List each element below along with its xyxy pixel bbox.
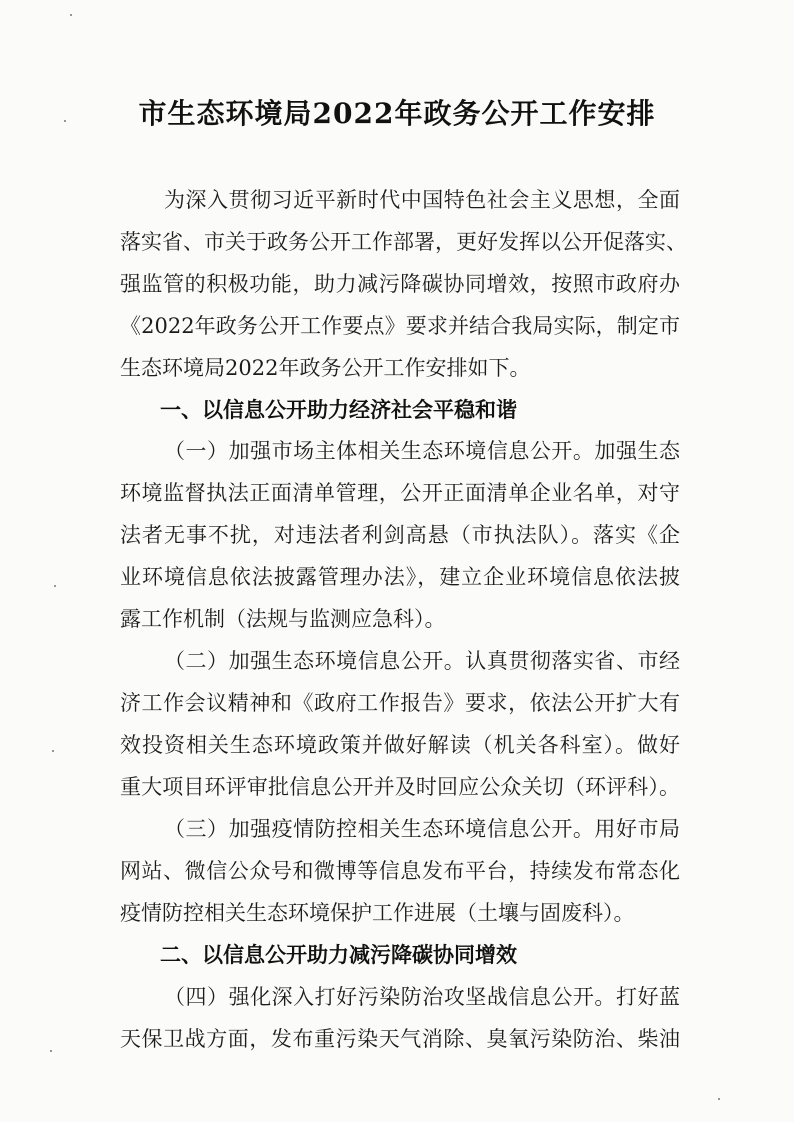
item-3-line-3: 疫情防控相关生态环境保护工作进展（土壤与固废科）。: [120, 901, 635, 925]
scan-speck: [54, 585, 56, 587]
item-2-line-4: 重大项目环评审批信息公开并及时回应公众关切（环评科）。: [120, 775, 680, 799]
intro-line-1: 为深入贯彻习近平新时代中国特色社会主义思想，全面: [164, 188, 680, 212]
item-1-line-4: 业环境信息依法披露管理办法》，建立企业环境信息依法披: [120, 565, 680, 589]
intro-line-3: 强监管的积极功能，助力减污降碳协同增效，按照市政府办: [120, 272, 680, 296]
item-3-line-2: 网站、微信公众号和微博等信息发布平台，持续发布常态化: [120, 859, 680, 883]
scan-speck: [50, 1050, 52, 1052]
item-4-line-2: 天保卫战方面，发布重污染天气消除、臭氧污染防治、柴油: [120, 1027, 680, 1051]
intro-line-4: 《2022年政务公开工作要点》要求并结合我局实际，制定市: [120, 314, 680, 338]
intro-line-5: 生态环境局2022年政务公开工作安排如下。: [120, 356, 531, 380]
item-2-line-3: 效投资相关生态环境政策并做好解读（机关各科室）。做好: [120, 733, 680, 757]
item-2-line-2: 济工作会议精神和《政府工作报告》要求，依法公开扩大有: [120, 691, 680, 715]
item-1-line-1: （一）加强市场主体相关生态环境信息公开。加强生态: [164, 439, 680, 463]
scan-speck: [718, 1098, 720, 1100]
item-1-line-5: 露工作机制（法规与监测应急科）。: [120, 607, 446, 631]
scan-speck: [64, 120, 66, 122]
scan-speck: [70, 14, 72, 16]
item-2-line-1: （二）加强生态环境信息公开。认真贯彻落实省、市经: [164, 649, 680, 673]
scan-speck: [52, 750, 54, 752]
item-1-line-3: 法者无事不扰，对违法者利剑高悬（市执法队）。落实《企: [120, 523, 680, 547]
page-title: 市生态环境局2022年政务公开工作安排: [138, 97, 656, 130]
item-3-line-1: （三）加强疫情防控相关生态环境信息公开。用好市局: [164, 817, 680, 841]
section-heading-1: 一、以信息公开助力经济社会平稳和谐: [160, 398, 517, 422]
intro-line-2: 落实省、市关于政务公开工作部署，更好发挥以公开促落实、: [120, 230, 687, 254]
item-4-line-1: （四）强化深入打好污染防治攻坚战信息公开。打好蓝: [164, 985, 680, 1009]
item-1-line-2: 环境监督执法正面清单管理，公开正面清单企业名单，对守: [120, 481, 680, 505]
section-heading-2: 二、以信息公开助力减污降碳协同增效: [160, 943, 517, 967]
